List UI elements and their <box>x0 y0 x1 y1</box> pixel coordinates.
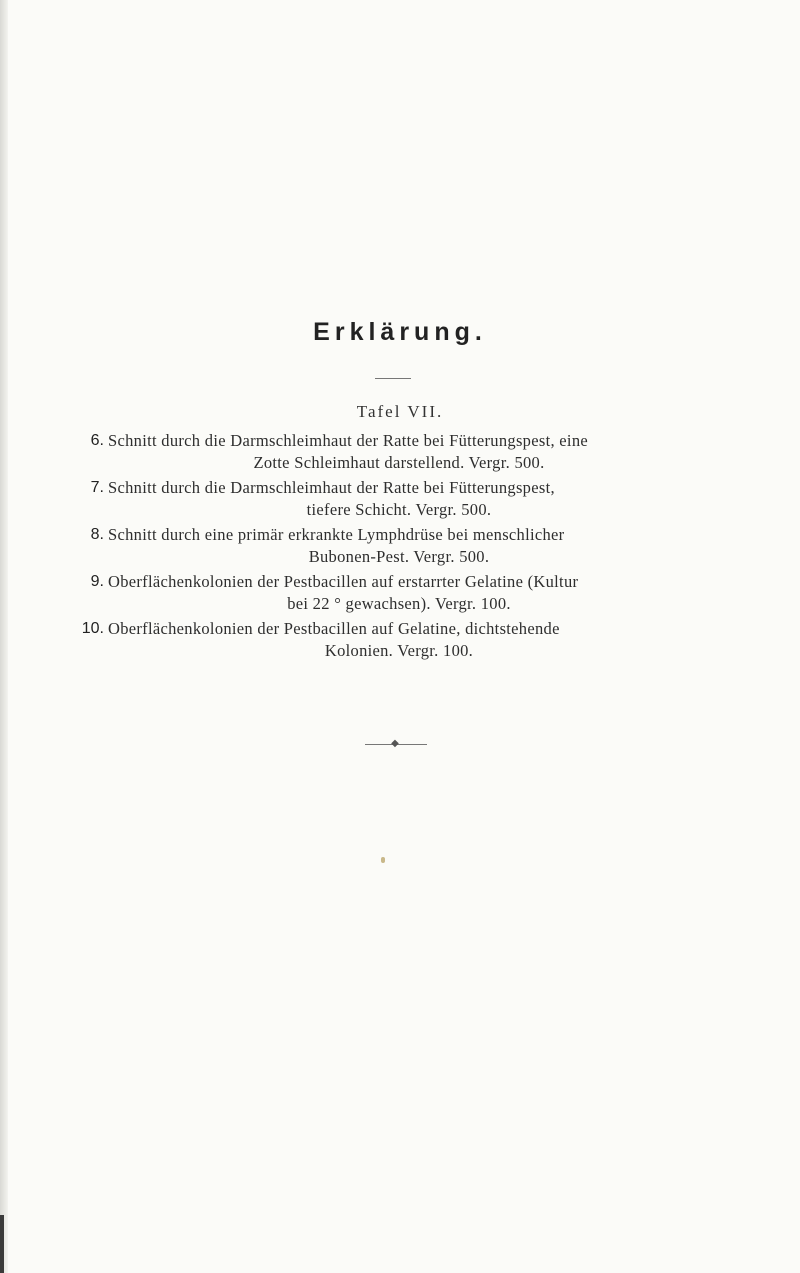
page-heading: Erklärung. <box>313 318 487 346</box>
entry-number: 9. <box>90 573 104 590</box>
entry-line: bei 22 ° gewachsen). Vergr. 100. <box>287 594 511 613</box>
entry-line: Kolonien. Vergr. 100. <box>324 641 474 660</box>
heading-divider <box>375 378 411 379</box>
paper-speck <box>381 857 385 863</box>
entry-line: Schnitt durch eine primär erkrankte Lymphdrüse bei menschlicher <box>108 525 565 544</box>
legend-entry-8 <box>78 524 730 568</box>
plate-title: Tafel VII. <box>356 402 444 421</box>
entry-line: Oberflächenkolonien der Pestbacillen auf Gelatine, dichtstehende <box>108 619 560 638</box>
binding-shadow <box>0 1215 4 1273</box>
legend-entry-10 <box>78 618 730 662</box>
entry-line: Schnitt durch die Darmschleimhaut der Ratte bei Fütterungspest, eine <box>108 431 588 450</box>
legend-entry-6 <box>78 430 730 474</box>
entry-number: 6. <box>90 432 104 449</box>
entry-number: 8. <box>90 526 104 543</box>
ornament-icon: ◆ <box>391 738 399 749</box>
legend-entry-7 <box>78 477 730 521</box>
entry-number: 7. <box>90 479 104 496</box>
entry-line: Bubonen-Pest. Vergr. 500. <box>308 547 490 566</box>
entry-line: tiefere Schicht. Vergr. 500. <box>306 500 492 519</box>
page-edge <box>0 0 8 1273</box>
entry-line: Schnitt durch die Darmschleimhaut der Ratte bei Fütterungspest, <box>108 478 555 497</box>
legend-entry-9 <box>78 571 730 615</box>
entry-line: Oberflächenkolonien der Pestbacillen auf erstarrter Gelatine (Kultur <box>108 572 579 591</box>
figure-legend-list <box>78 430 730 665</box>
entry-line: Zotte Schleimhaut darstellend. Vergr. 500. <box>253 453 545 472</box>
entry-number: 10. <box>81 620 104 637</box>
